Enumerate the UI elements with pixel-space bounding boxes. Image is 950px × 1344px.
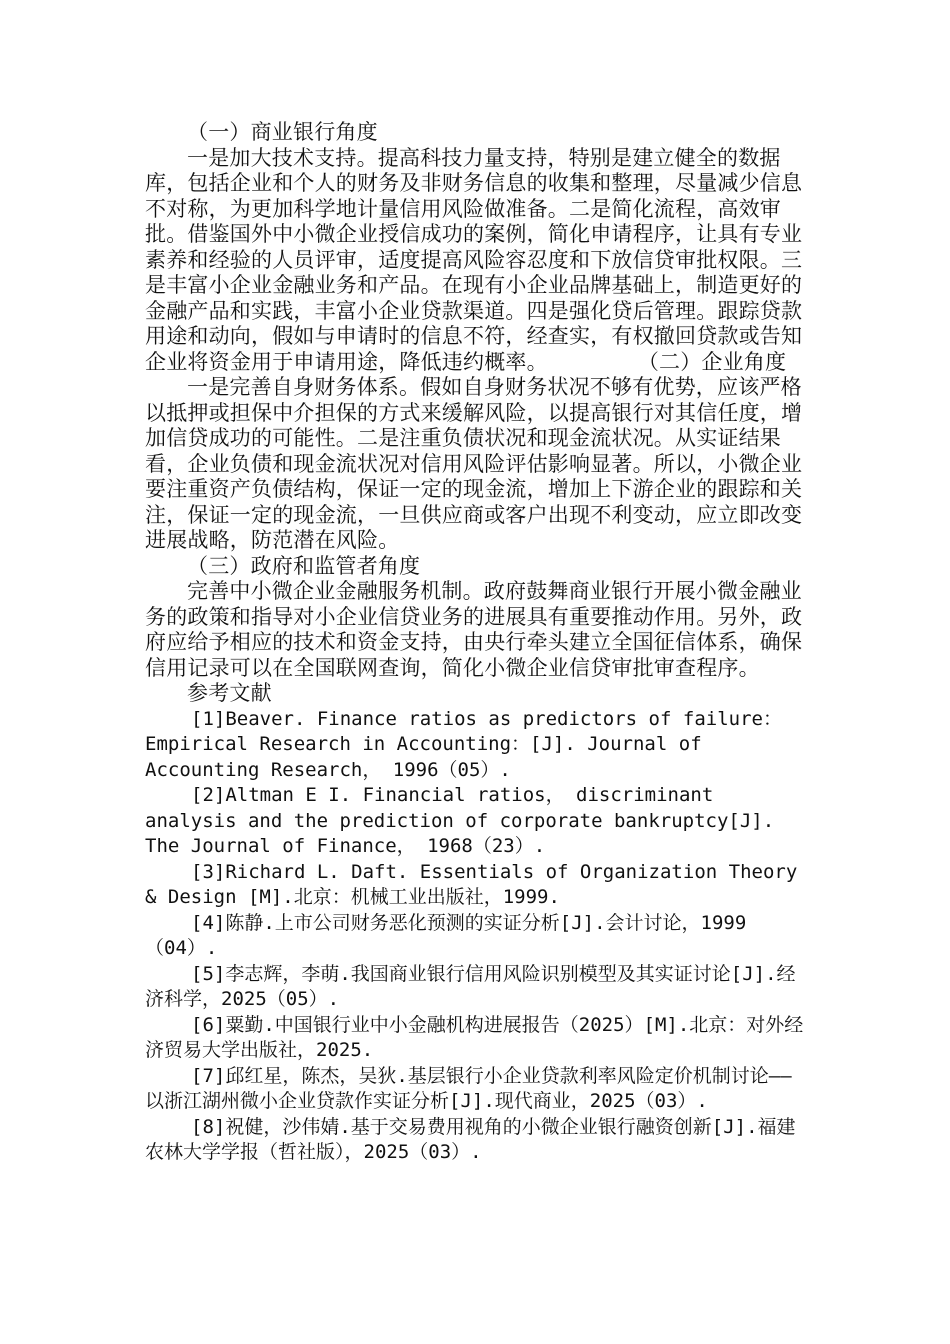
references-title: 参考文献 (187, 681, 272, 705)
section1-heading: （一）商业银行角度 (187, 120, 378, 144)
reference-list (145, 707, 805, 1166)
section3-heading: （三）政府和监管者角度 (187, 553, 421, 578)
reference-item: [7]邱红星，陈杰，吴狄.基层银行小企业贷款利率风险定价机制讨论——以浙江湖州微小企业贷款作实证分析[J].现代商业，2025（03）. (145, 1064, 792, 1112)
reference-item: [3]Richard L. Daft. Essentials of Organization Theory & Design [M].北京：机械工业出版社，1999. (145, 860, 798, 908)
reference-item: [6]粟勤.中国银行业中小金融机构进展报告（2025）[M].北京：对外经济贸易大学出版社，2025. (145, 1013, 804, 1061)
section2-body: 一是完善自身财务体系。假如自身财务状况不够有优势，应该严格以抵押或担保中介担保的方式来缓解风险，以提高银行对其信任度，增加信贷成功的可能性。二是注重负债状况和现金流状况。从实证结果看，企业负债和现金流状况对信用风险评估影响显著。所以，小微企业要注重资产负债结构，保证一定的现金流，增加上下游企业的跟踪和关注，保证一定的现金流，一旦供应商或客户出现不利变动，应立即改变进展战略，防范潜在风险。 (145, 375, 803, 552)
section1-body (145, 146, 805, 376)
reference-item: [4]陈静.上市公司财务恶化预测的实证分析[J].会计讨论，1999（04）. (145, 911, 747, 959)
reference-item: [1]Beaver. Finance ratios as predictors of failure：Empirical Research in Accounting：[J]. Journal of Accounting Research， 1996（05）. (145, 707, 782, 781)
reference-item: [8]祝健，沙伟婧.基于交易费用视角的小微企业银行融资创新[J].福建农林大学学报（哲社版），2025（03）. (145, 1115, 796, 1163)
section1-body-text: 一是加大技术支持。提高科技力量支持，特别是建立健全的数据库，包括企业和个人的财务及非财务信息的收集和整理，尽量减少信息不对称，为更加科学地计量信用风险做准备。二是简化流程，高效审批。借鉴国外中小微企业授信成功的案例，简化申请程序，让具有专业素养和经验的人员评审，适度提高风险容忍度和下放信贷审批权限。三是丰富小企业金融业务和产品。在现有小企业品牌基础上，制造更好的金融产品和实践，丰富小企业贷款渠道。四是强化贷后管理。跟踪贷款用途和动向，假如与申请时的信息不符，经查实，有权撤回贷款或告知企业将资金用于申请用途，降低违约概率。 (145, 145, 803, 374)
section3-body: 完善中小微企业金融服务机制。政府鼓舞商业银行开展小微金融业务的政策和指导对小企业信贷业务的进展具有重要推动作用。另外，政府应给予相应的技术和资金支持，由央行牵头建立全国征信体系，确保信用记录可以在全国联网查询，简化小微企业信贷审批审查程序。 (145, 579, 803, 680)
reference-item: [2]Altman E I. Financial ratios， discriminant analysis and the prediction of corporate bankruptcy[J]. The Journal of Finance， 1968（23）. (145, 784, 775, 857)
section2-heading: （二）企业角度 (637, 349, 787, 374)
reference-item: [5]李志辉，李萌.我国商业银行信用风险识别模型及其实证讨论[J].经济科学，2025（05）. (145, 962, 796, 1010)
